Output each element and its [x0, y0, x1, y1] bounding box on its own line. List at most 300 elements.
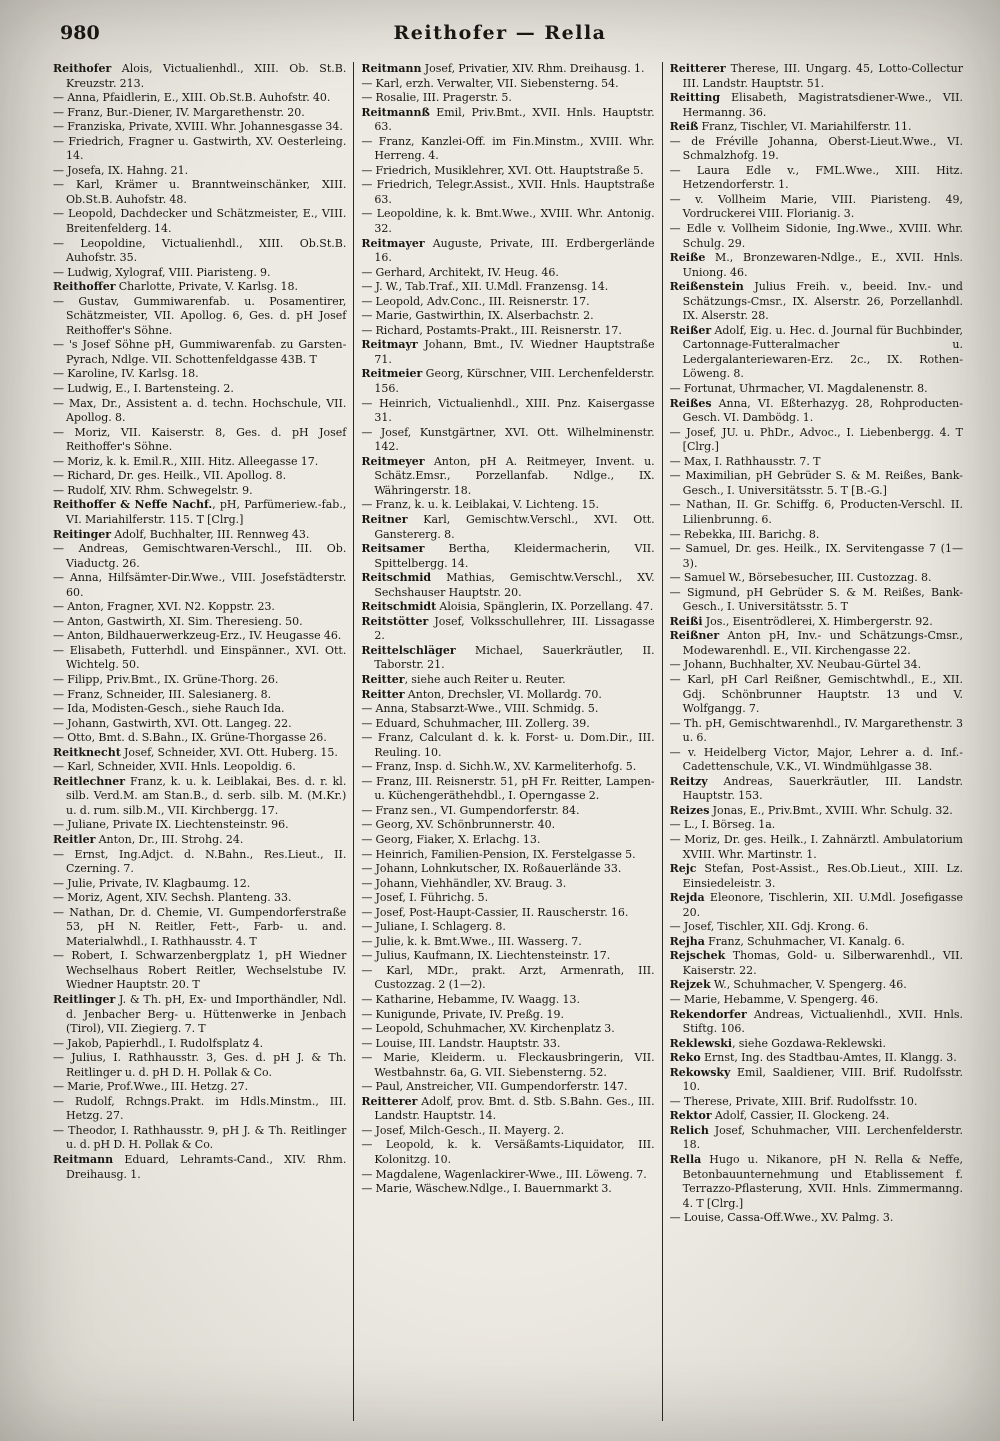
directory-entry — [361, 688, 654, 703]
directory-entry — [361, 673, 654, 688]
entry-details: — Franz, Kanzlei-Off. im Fin.Minstm., XVIII. Whr. Herreng. 4. — [361, 134, 655, 163]
entry-details: — Ernst, Ing.Adjct. d. N.Bahn., Res.Lieut., II. Czerning. 7. — [53, 847, 347, 876]
directory-entry — [53, 266, 346, 281]
directory-entry — [670, 193, 963, 222]
entry-details: Mathias, Gemischtw.Verschl., XV. Sechshauser Hauptstr. 20. — [374, 571, 655, 599]
directory-entry — [53, 775, 346, 819]
entry-details: — Leopold, Dachdecker und Schätzmeister, E., VIII. Breitenfelderg. 14. — [53, 207, 347, 236]
entry-details: — Josef, Kunstgärtner, XVI. Ott. Wilhelminenstr. 142. — [361, 425, 655, 454]
entry-surname: Reithofer — [53, 62, 112, 75]
entry-details: Thomas, Gold- u. Silberwarenhdl., VII. Kaiserstr. 22. — [682, 949, 963, 977]
entry-surname: Reitler — [53, 832, 96, 846]
directory-entry — [53, 280, 346, 295]
directory-entry — [670, 324, 963, 382]
directory-entry — [361, 993, 654, 1008]
directory-entry — [361, 702, 654, 717]
entry-details: Josef, Schuhmacher, VIII. Lerchenfelderstr. 18. — [682, 1123, 963, 1152]
entry-details: — Anna, Pfaidlerin, E., XIII. Ob.St.B. Auhofstr. 40. — [53, 91, 331, 105]
entry-details: — Karl, MDr., prakt. Arzt, Armenrath, III. Custozzag. 2 (1—2). — [361, 963, 655, 992]
directory-entry — [670, 993, 963, 1008]
directory-column-3 — [662, 62, 970, 1421]
entry-details: — Anna, Hilfsämter-Dir.Wwe., VIII. Josefstädterstr. 60. — [53, 571, 347, 599]
directory-entry — [53, 455, 346, 470]
directory-entry — [53, 848, 346, 877]
entry-details: — Magdalene, Wagenlackirer-Wwe., III. Löweng. 7. — [361, 1167, 647, 1181]
directory-entry — [53, 760, 346, 775]
directory-entry — [53, 833, 346, 848]
entry-details: Stefan, Post-Assist., Res.Ob.Lieut., XIII. Lz. Einsiedeleistr. 3. — [682, 862, 963, 890]
entry-details: — Karl, pH Carl Reißner, Gemischtwhdl., E., XII. Gdj. Schönbrunner Hauptstr. 13 und V. Wolfgangg. 7. — [669, 672, 963, 716]
entry-details: Hugo u. Nikanore, pH N. Rella & Neffe, Betonbauunternehmung und Etablissement f. Terrazzo-Pflasterung, XVII. Hnls. Zimmermanng. 4. T [Clrg.] — [682, 1153, 963, 1210]
directory-entry — [53, 1095, 346, 1124]
directory-entry — [361, 498, 654, 513]
entry-surname: Rektor — [669, 1109, 712, 1123]
entry-details: — Karl, Krämer u. Branntweinschänker, XIII. Ob.St.B. Auhofstr. 48. — [53, 178, 347, 206]
directory-entry — [361, 1124, 654, 1139]
entry-surname: Relich — [669, 1123, 709, 1137]
entry-details: — Filipp, Priv.Bmt., IX. Grüne-Thorg. 26. — [53, 672, 279, 686]
directory-entry — [361, 542, 654, 571]
entry-details: — 's Josef Söhne pH, Gummiwarenfab. zu Garsten-Pyrach, Ndlge. VII. Schottenfeldgasse 43B. T — [53, 338, 347, 366]
directory-entry — [53, 498, 346, 527]
directory-entry — [670, 775, 963, 804]
directory-entry — [361, 91, 654, 106]
directory-entry — [361, 1080, 654, 1095]
entry-details: — Jakob, Papierhdl., I. Rudolfsplatz 4. — [53, 1036, 264, 1050]
entry-details: — Johann, Buchhalter, XV. Neubau-Gürtel 34. — [669, 658, 922, 672]
entry-details: — Therese, Private, XIII. Brif. Rudolfsstr. 10. — [669, 1094, 918, 1108]
entry-details: Anton pH, Inv.- und Schätzungs-Cmsr., Modewarenhdl. E., VII. Kirchengasse 22. — [682, 629, 963, 657]
directory-entry — [361, 178, 654, 207]
entry-details: — Robert, I. Schwarzenbergplatz 1, pH Wiedner Wechselhaus Robert Reitler, Wechselstube IV. Wiedner Hauptstr. 20. T — [53, 949, 347, 992]
entry-details: — Richard, Dr. ges. Heilk., VII. Apollog. 8. — [53, 469, 287, 483]
directory-entry — [361, 1095, 654, 1124]
entry-details: Josef, Volksschullehrer, III. Lissagasse 2. — [374, 614, 655, 643]
entry-details: Johann, Bmt., IV. Wiedner Hauptstraße 71. — [374, 338, 655, 366]
entry-details: Alois, Victualienhdl., XIII. Ob. St.B. Kreuzstr. 213. — [66, 62, 347, 90]
directory-entry — [361, 964, 654, 993]
directory-entry — [361, 295, 654, 310]
entry-surname: Reitter — [361, 687, 405, 701]
directory-entry — [53, 295, 346, 339]
entry-details: — Heinrich, Victualienhdl., XIII. Pnz. Kaisergasse 31. — [361, 396, 655, 425]
entry-details: — Karoline, IV. Karlsg. 18. — [53, 367, 199, 381]
entry-surname: Reitmeier — [361, 367, 423, 381]
entry-surname: Reitlinger — [53, 993, 116, 1006]
entry-details: Charlotte, Private, V. Karlsg. 18. — [115, 280, 298, 294]
directory-entry — [361, 455, 654, 499]
entry-surname: Reitschmidt — [361, 600, 437, 614]
directory-entry — [670, 804, 963, 819]
directory-entry — [670, 658, 963, 673]
entry-details: — Theodor, I. Rathhausstr. 9, pH J. & Th. Reitlinger u. d. pH D. H. Pollak & Co. — [53, 1123, 347, 1152]
directory-entry — [53, 62, 346, 91]
directory-entry — [361, 237, 654, 266]
entry-details: — Franz, Schneider, III. Salesianerg. 8. — [53, 687, 272, 701]
entry-details: Jos., Eisentrödlerei, X. Himbergerstr. 92. — [702, 614, 933, 628]
directory-entry — [361, 1182, 654, 1197]
entry-details: — Friedrich, Telegr.Assist., XVII. Hnls. Hauptstraße 63. — [361, 178, 655, 206]
directory-entry — [53, 469, 346, 484]
directory-entry — [361, 935, 654, 950]
entry-details: — Karl, erzh. Verwalter, VII. Siebensterng. 54. — [361, 76, 619, 90]
directory-entry — [53, 528, 346, 543]
directory-entry — [361, 513, 654, 542]
directory-entry — [361, 818, 654, 833]
entry-details: — Sigmund, pH Gebrüder S. & M. Reißes, Bank-Gesch., I. Universitätsstr. 5. T — [669, 585, 963, 614]
directory-entry — [361, 106, 654, 135]
entry-details: — Moriz, k. k. Emil.R., XIII. Hitz. Alleegasse 17. — [53, 454, 319, 468]
entry-details: — Elisabeth, Futterhdl. und Einspänner., XVI. Ott. Wichtelg. 50. — [53, 643, 347, 672]
entry-surname: Reitterer — [669, 62, 726, 75]
directory-entry — [53, 1124, 346, 1153]
entry-details: Eleonore, Tischlerin, XII. U.Mdl. Josefigasse 20. — [682, 891, 963, 919]
entry-details: — Marie, Hebamme, V. Spengerg. 46. — [669, 993, 879, 1006]
entry-surname: Reitmeyer — [361, 454, 425, 468]
entry-details: Eduard, Lehramts-Cand., XIV. Rhm. Dreihausg. 1. — [66, 1153, 347, 1181]
directory-entry — [361, 615, 654, 644]
entry-surname: Reithoffer & Neffe Nachf. — [53, 498, 213, 512]
directory-entry — [361, 644, 654, 673]
directory-entry — [53, 731, 346, 746]
directory-entry — [53, 484, 346, 499]
directory-entry — [670, 1095, 963, 1110]
directory-entry — [361, 906, 654, 921]
entry-details: — Karl, Schneider, XVII. Hnls. Leopoldig. 6. — [53, 760, 296, 774]
entry-details: — Johann, Viehhändler, XV. Braug. 3. — [361, 876, 567, 890]
entry-details: — Laura Edle v., FML.Wwe., XIII. Hitz. Hetzendorferstr. 1. — [669, 163, 963, 192]
directory-entry — [670, 1008, 963, 1037]
directory-entry — [53, 746, 346, 761]
entry-details: Auguste, Private, III. Erdbergerlände 16. — [374, 236, 655, 265]
entry-surname: Reiß — [669, 120, 699, 134]
entry-details: — Juliane, Private IX. Liechtensteinstr. 96. — [53, 818, 289, 832]
directory-entry — [670, 1211, 963, 1226]
entry-surname: Reithoffer — [53, 280, 116, 294]
directory-entry — [361, 309, 654, 324]
entry-details: — Nathan, Dr. d. Chemie, VI. Gumpendorferstraße 53, pH N. Reitler, Fett-, Farb- u. and. Materialwhdl., I. Rathhausstr. 4. T — [53, 905, 347, 948]
entry-details: — Leopold, k. k. Versäßamts-Liquidator, III. Kolonitzg. 10. — [361, 1138, 655, 1167]
entry-details: — Leopoldine, Victualienhdl., XIII. Ob.St.B. Auhofstr. 35. — [53, 236, 347, 265]
entry-surname: Reitstötter — [361, 614, 429, 628]
directory-entry — [670, 920, 963, 935]
entry-surname: Reklewski — [669, 1036, 733, 1050]
entry-details: Julius Freih. v., beeid. Inv.- und Schätzungs-Cmsr., IX. Alserstr. 26, Porzellanhdl. IX. Alserstr. 28. — [682, 280, 963, 323]
entry-surname: Reitter — [361, 672, 405, 686]
entry-details: — Maximilian, pH Gebrüder S. & M. Reißes, Bank-Gesch., I. Universitätsstr. 5. T [B.-G.] — [669, 469, 963, 497]
entry-details: — Fortunat, Uhrmacher, VI. Magdalenenstr. 8. — [669, 382, 928, 396]
entry-details: Georg, Kürschner, VIII. Lerchenfelderstr. 156. — [374, 367, 655, 396]
entry-surname: Reitknecht — [53, 745, 121, 759]
entry-details: — Julius, I. Rathhausstr. 3, Ges. d. pH J. & Th. Reitlinger u. d. pH D. H. Pollak & Co. — [53, 1051, 347, 1079]
entry-details: — Moriz, Agent, XIV. Sechsh. Planteng. 33. — [53, 891, 292, 905]
entry-details: — Max, Dr., Assistent a. d. techn. Hochschule, VII. Apollog. 8. — [53, 396, 347, 425]
page-title: Reithofer — Rella — [393, 22, 607, 44]
directory-entry — [361, 266, 654, 281]
directory-entry — [670, 746, 963, 775]
entry-details: — Franz, k. u. k. Leiblakai, V. Lichteng. 15. — [361, 498, 599, 512]
entry-surname: Reitmayer — [361, 236, 425, 250]
entry-surname: Rella — [669, 1153, 702, 1167]
directory-entry — [361, 62, 654, 77]
entry-surname: Reißer — [669, 323, 712, 337]
entry-details: Emil, Saaldiener, VIII. Brif. Rudolfsstr. 10. — [682, 1065, 963, 1094]
entry-details: Bertha, Kleidermacherin, VII. Spittelbergg. 14. — [374, 542, 655, 570]
directory-entry — [670, 222, 963, 251]
entry-details: Anton, Drechsler, VI. Mollardg. 70. — [404, 687, 602, 701]
directory-entry — [361, 135, 654, 164]
entry-details: — Julie, Private, IV. Klagbaumg. 12. — [53, 876, 251, 890]
entry-surname: Rejc — [669, 862, 697, 876]
entry-details: — Andreas, Gemischtwaren-Verschl., III. Ob. Viaductg. 26. — [53, 542, 347, 570]
entry-details: — Franz, Calculant d. k. k. Forst- u. Dom.Dir., III. Reuling. 10. — [361, 731, 655, 759]
entry-details: — Georg, Fiaker, X. Erlachg. 13. — [361, 832, 541, 846]
directory-entry — [53, 891, 346, 906]
entry-details: Elisabeth, Magistratsdiener-Wwe., VII. Hermanng. 36. — [682, 91, 963, 119]
entry-details: — Julius, Kaufmann, IX. Liechtensteinstr. 17. — [361, 949, 611, 963]
directory-entry — [670, 397, 963, 426]
directory-entry — [361, 1168, 654, 1183]
directory-entry — [361, 877, 654, 892]
entry-surname: Reitlechner — [53, 774, 126, 788]
directory-entry — [670, 280, 963, 324]
directory-entry — [670, 120, 963, 135]
entry-details: Adolf, Cassier, II. Glockeng. 24. — [711, 1109, 890, 1123]
directory-entry — [53, 673, 346, 688]
entry-surname: Reitterer — [361, 1094, 418, 1108]
directory-entry — [53, 135, 346, 164]
directory-entry — [361, 920, 654, 935]
entry-surname: Reißenstein — [669, 280, 744, 294]
directory-entry — [361, 833, 654, 848]
directory-entry — [361, 1037, 654, 1052]
directory-entry — [361, 1138, 654, 1167]
entry-details: — Marie, Prof.Wwe., III. Hetzg. 27. — [53, 1080, 249, 1094]
directory-entry — [670, 135, 963, 164]
directory-entry — [670, 1066, 963, 1095]
entry-details: — Th. pH, Gemischtwarenhdl., IV. Margarethenstr. 3 u. 6. — [669, 716, 963, 745]
entry-surname: Reitinger — [53, 527, 112, 541]
entry-details: Franz, Schuhmacher, VI. Kanalg. 6. — [704, 934, 905, 948]
entry-details: — Georg, XV. Schönbrunnerstr. 40. — [361, 818, 556, 832]
directory-entry — [670, 891, 963, 920]
directory-entry — [53, 949, 346, 993]
directory-entry — [53, 382, 346, 397]
directory-entry — [361, 397, 654, 426]
entry-details: Ernst, Ing. des Stadtbau-Amtes, II. Klangg. 3. — [700, 1051, 957, 1065]
entry-details: — Franz sen., VI. Gumpendorferstr. 84. — [361, 803, 580, 817]
directory-entry — [361, 338, 654, 367]
directory-entry — [670, 1153, 963, 1211]
directory-entry — [53, 120, 346, 135]
directory-entry — [361, 731, 654, 760]
page-number: 980 — [60, 22, 100, 44]
entry-details: — Ludwig, Xylograf, VIII. Piaristeng. 9. — [53, 265, 271, 279]
directory-entry — [670, 1037, 963, 1052]
entry-details: — Johann, Gastwirth, XVI. Ott. Langeg. 22. — [53, 716, 292, 730]
entry-details: Jonas, E., Priv.Bmt., XVIII. Whr. Schulg. 32. — [709, 803, 953, 817]
entry-details: — Eduard, Schuhmacher, III. Zollerg. 39. — [361, 716, 590, 730]
entry-details: Josef, Privatier, XIV. Rhm. Dreihausg. 1. — [421, 62, 645, 75]
entry-surname: Rekendorfer — [669, 1007, 747, 1021]
directory-entry — [53, 542, 346, 571]
directory-entry — [361, 600, 654, 615]
entry-details: — J. W., Tab.Traf., XII. U.Mdl. Franzensg. 14. — [361, 280, 609, 294]
directory-entry — [53, 91, 346, 106]
entry-details: — Anton, Bildhauerwerkzeug-Erz., IV. Heugasse 46. — [53, 629, 342, 643]
entry-details: — Rudolf, XIV. Rhm. Schwegelstr. 9. — [53, 483, 253, 497]
directory-entry — [53, 571, 346, 600]
entry-surname: Reitmannß — [361, 105, 430, 119]
entry-details: , siehe Gozdawa-Reklewski. — [732, 1036, 886, 1050]
directory-entry — [53, 1037, 346, 1052]
entry-surname: Reitschmid — [361, 571, 432, 585]
directory-entry — [361, 324, 654, 339]
directory-entry — [361, 891, 654, 906]
entry-details: — Josef, I. Führichg. 5. — [361, 891, 489, 905]
entry-surname: Rejschek — [669, 949, 726, 963]
entry-details: Andreas, Sauerkräutler, III. Landstr. Hauptstr. 153. — [682, 774, 963, 803]
entry-details: — v. Vollheim Marie, VIII. Piaristeng. 49, Vordruckerei VIII. Florianig. 3. — [669, 192, 963, 221]
entry-details: , pH, Parfümeriew.-fab., VI. Mariahilferstr. 115. T [Clrg.] — [66, 498, 347, 526]
directory-entry — [670, 542, 963, 571]
directory-entry — [361, 949, 654, 964]
entry-details: — Franz, Insp. d. Sichh.W., XV. Karmeliterhofg. 5. — [361, 760, 637, 774]
directory-entry — [670, 673, 963, 717]
directory-entry — [670, 818, 963, 833]
directory-entry — [53, 1051, 346, 1080]
directory-entry — [53, 426, 346, 455]
directory-entry — [53, 367, 346, 382]
entry-details: — Josef, JU. u. PhDr., Advoc., I. Liebenbergg. 4. T [Clrg.] — [669, 425, 963, 454]
entry-details: — Gerhard, Architekt, IV. Heug. 46. — [361, 265, 559, 279]
directory-entry — [361, 848, 654, 863]
directory-entry — [670, 498, 963, 527]
entry-details: — v. Heidelberg Victor, Major, Lehrer a. d. Inf.-Cadettenschule, V.K., VI. Windmühlgasse 38. — [669, 745, 963, 774]
entry-surname: Reißi — [669, 614, 703, 628]
entry-surname: Reizes — [669, 803, 710, 817]
entry-details: — Marie, Kleiderm. u. Fleckausbringerin, VII. Westbahnstr. 6a, G. VII. Siebensterng. 52. — [361, 1051, 655, 1079]
directory-entry — [670, 251, 963, 280]
entry-details: Franz, k. u. k. Leiblakai, Bes. d. r. kl. silb. Verd.M. am Stan.B., d. serb. silb. M. (M.Kr.) u. d. rum. silb.M., VII. Kirchbergg. 17. — [66, 774, 347, 817]
directory-entry — [670, 469, 963, 498]
entry-details: Andreas, Victualienhdl., XVII. Hnls. Stiftg. 106. — [682, 1007, 963, 1036]
directory-entry — [361, 77, 654, 92]
entry-details: — Gustav, Gummiwarenfab. u. Posamentirer, Schätzmeister, VII. Apollog. 6, Ges. d. pH Josef Reithoffer's Söhne. — [53, 294, 347, 337]
entry-details: , siehe auch Reiter u. Reuter. — [404, 672, 566, 686]
entry-details: Franz, Tischler, VI. Mariahilferstr. 11. — [698, 120, 912, 134]
entry-details: — Friedrich, Fragner u. Gastwirth, XV. Oesterleing. 14. — [53, 134, 347, 163]
entry-details: Adolf, Buchhalter, III. Rennweg 43. — [111, 527, 310, 541]
directory-entry — [361, 207, 654, 236]
directory-entry — [361, 164, 654, 179]
entry-details: — Kunigunde, Private, IV. Preßg. 19. — [361, 1007, 565, 1021]
entry-surname: Reitner — [361, 512, 408, 526]
directory-entry — [670, 382, 963, 397]
directory-entry — [670, 1124, 963, 1153]
directory-entry — [53, 818, 346, 833]
entry-details: Aloisia, Spänglerin, IX. Porzellang. 47. — [436, 600, 654, 614]
directory-column-2 — [353, 62, 661, 1421]
entry-details: Anna, VI. Eßterhazyg. 28, Rohproducten-Gesch. VI. Dambödg. 1. — [682, 396, 963, 425]
directory-entry — [670, 455, 963, 470]
entry-details: — Josefa, IX. Hahng. 21. — [53, 163, 189, 177]
entry-details: — Rudolf, Rchngs.Prakt. im Hdls.Minstm., III. Hetzg. 27. — [53, 1094, 347, 1123]
entry-details: — de Fréville Johanna, Oberst-Lieut.Wwe., VI. Schmalzhofg. 19. — [669, 134, 963, 163]
entry-details: — Anna, Stabsarzt-Wwe., VIII. Schmidg. 5. — [361, 702, 599, 716]
entry-surname: Reitsamer — [361, 542, 425, 556]
entry-details: M., Bronzewaren-Ndlge., E., XVII. Hnls. Uniong. 46. — [682, 251, 963, 279]
directory-entry — [670, 91, 963, 120]
directory-entry — [361, 1022, 654, 1037]
directory-entry — [361, 804, 654, 819]
entry-details: — Samuel W., Börsebesucher, III. Custozzag. 8. — [669, 571, 932, 585]
entry-details: — Rosalie, III. Pragerstr. 5. — [361, 91, 512, 105]
directory-entry — [670, 1051, 963, 1066]
entry-details: — Julie, k. k. Bmt.Wwe., III. Wasserg. 7. — [361, 934, 582, 948]
entry-details: — Juliane, I. Schlagerg. 8. — [361, 920, 506, 934]
entry-details: Adolf, Eig. u. Hec. d. Journal für Buchbinder, Cartonnage-Futteralmacher u. Ledergalanteriewaren-Erz. 2c., IX. Rothen-Löweng. 8. — [682, 323, 963, 381]
directory-entry — [670, 629, 963, 658]
directory-entry — [361, 280, 654, 295]
entry-details: — Josef, Tischler, XII. Gdj. Krong. 6. — [669, 920, 869, 934]
entry-surname: Reitzy — [669, 774, 708, 788]
entry-details: — Marie, Gastwirthin, IX. Alserbachstr. 2. — [361, 309, 594, 323]
directory-entry — [670, 164, 963, 193]
directory-entry — [361, 426, 654, 455]
entry-details: — Leopold, Adv.Conc., III. Reisnerstr. 17. — [361, 294, 590, 308]
entry-details: Josef, Schneider, XVI. Ott. Huberg. 15. — [120, 745, 338, 759]
entry-details: — Nathan, II. Gr. Schiffg. 6, Producten-Verschl. II. Lilienbrunng. 6. — [669, 498, 963, 526]
directory-entry — [53, 338, 346, 367]
directory-entry — [53, 178, 346, 207]
entry-details: — Marie, Wäschew.Ndlge., I. Bauernmarkt 3. — [361, 1182, 612, 1196]
entry-surname: Reitting — [669, 91, 721, 105]
directory-entry — [670, 935, 963, 950]
entry-details: — Rebekka, III. Barichg. 8. — [669, 527, 820, 541]
entry-details: — Ida, Modisten-Gesch., siehe Rauch Ida. — [53, 702, 285, 716]
entry-details: — Moriz, VII. Kaiserstr. 8, Ges. d. pH Josef Reithoffer's Söhne. — [53, 425, 347, 454]
entry-details: — Johann, Lohnkutscher, IX. Roßauerlände 33. — [361, 862, 622, 876]
entry-details: Michael, Sauerkräutler, II. Taborstr. 21. — [374, 643, 655, 672]
directory-entry — [53, 615, 346, 630]
entry-surname: Reko — [669, 1051, 701, 1065]
entry-details: — Samuel, Dr. ges. Heilk., IX. Servitengasse 7 (1—3). — [669, 542, 963, 570]
entry-surname: Reitmayr — [361, 338, 418, 352]
directory-entry — [670, 978, 963, 993]
entry-surname: Reitmann — [361, 62, 422, 75]
entry-surname: Rekowsky — [669, 1065, 731, 1079]
entry-details: — Paul, Anstreicher, VII. Gumpendorferstr. 147. — [361, 1080, 628, 1094]
entry-details: Therese, III. Ungarg. 45, Lotto-Collectur III. Landstr. Hauptstr. 51. — [682, 62, 963, 90]
directory-entry — [361, 1051, 654, 1080]
directory-entry — [53, 717, 346, 732]
directory-entry — [361, 862, 654, 877]
directory-entry — [670, 949, 963, 978]
directory-entry — [53, 106, 346, 121]
directory-entry — [53, 1153, 346, 1182]
directory-entry — [53, 397, 346, 426]
entry-surname: Rejda — [669, 891, 705, 905]
directory-entry — [53, 993, 346, 1037]
entry-surname: Reitmann — [53, 1153, 114, 1167]
directory-entry — [670, 615, 963, 630]
entry-details: — Louise, Cassa-Off.Wwe., XV. Palmg. 3. — [669, 1211, 894, 1225]
entry-details: Karl, Gemischtw.Verschl., XVI. Ott. Ganstererg. 8. — [374, 512, 655, 541]
directory-entry — [670, 1109, 963, 1124]
entry-details: — Franziska, Private, XVIII. Whr. Johannesgasse 34. — [53, 120, 343, 134]
entry-details: — Josef, Milch-Gesch., II. Mayerg. 2. — [361, 1123, 565, 1137]
